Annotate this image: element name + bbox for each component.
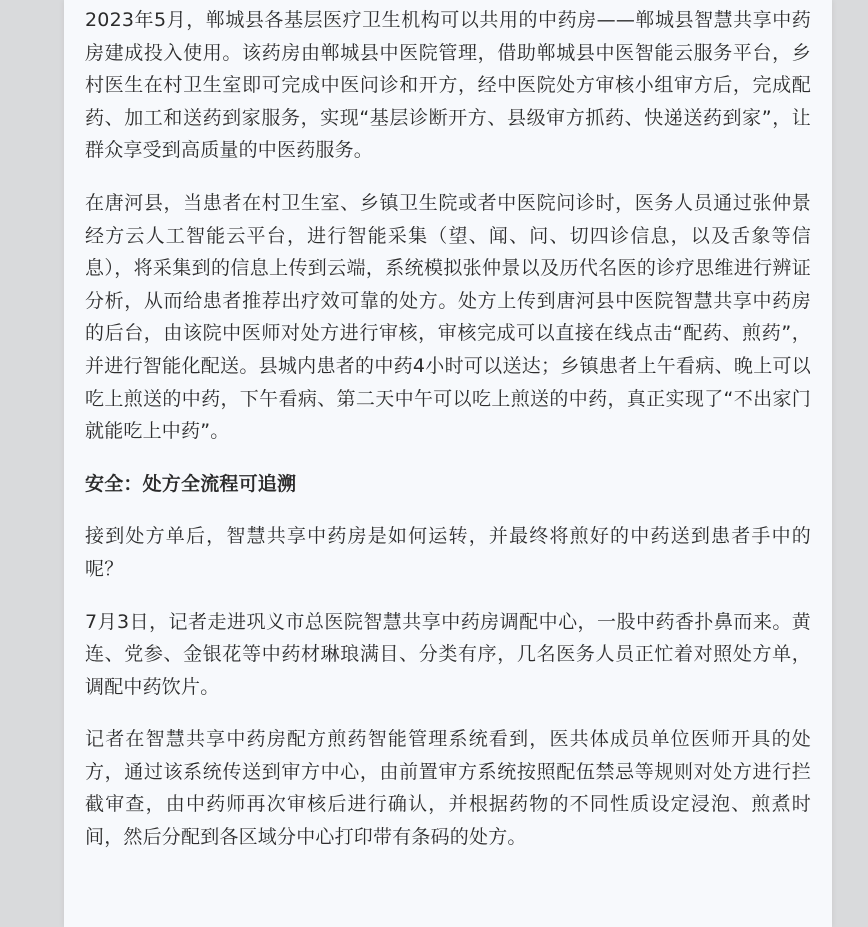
article-body [85, 4, 811, 874]
paragraph-tanghe: 在唐河县，当患者在村卫生室、乡镇卫生院或者中医院问诊时，医务人员通过张仲景经方云人工智能云平台，进行智能采集（望、闻、问、切四诊信息，以及舌象等信息），将采集到的信息上传到云端，系统模拟张仲景以及历代名医的诊疗思维进行辨证分析，从而给患者推荐出疗效可靠的处方。处方上传到唐河县中医院智慧共享中药房的后台，由该院中医师对处方进行审核，审核完成可以直接在线点击“配药、煎药”，并进行智能化配送。县城内患者的中药4小时可以送达；乡镇患者上午看病、晚上可以吃上煎送的中药，下午看病、第二天中午可以吃上煎送的中药，真正实现了“不出家门就能吃上中药”。 [85, 191, 811, 443]
section-heading-safety: 安全：处方全流程可追溯 [85, 472, 297, 495]
paragraph-system: 记者在智慧共享中药房配方煎药智能管理系统看到，医共体成员单位医师开具的处方，通过该系统传送到审方中心，由前置审方系统按照配伍禁忌等规则对处方进行拦截审查，由中药师再次审核后进行确认，并根据药物的不同性质设定浸泡、煎煮时间，然后分配到各区域分中心打印带有条码的处方。 [85, 728, 811, 849]
paragraph-gongyi-visit: 7月3日，记者走进巩义市总医院智慧共享中药房调配中心，一股中药香扑鼻而来。黄连、党参、金银花等中药材琳琅满目、分类有序，几名医务人员正忙着对照处方单，调配中药饮片。 [85, 610, 811, 698]
article-page [64, 0, 832, 927]
paragraph-question: 接到处方单后，智慧共享中药房是如何运转，并最终将煎好的中药送到患者手中的呢？ [85, 525, 811, 580]
paragraph-dancheng: 2023年5月，郸城县各基层医疗卫生机构可以共用的中药房——郸城县智慧共享中药房建成投入使用。该药房由郸城县中医院管理，借助郸城县中医智能云服务平台，乡村医生在村卫生室即可完成中医问诊和开方，经中医院处方审核小组审方后，完成配药、加工和送药到家服务，实现“基层诊断开方、县级审方抓药、快递送药到家”，让群众享受到高质量的中医药服务。 [85, 9, 811, 162]
